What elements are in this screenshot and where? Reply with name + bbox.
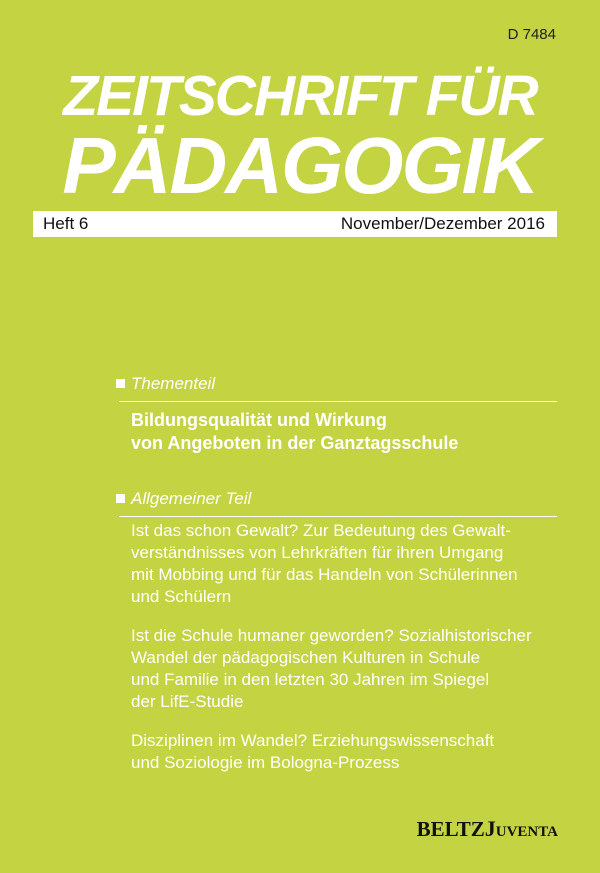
thementeil-title-line: von Angeboten in der Ganztagsschule xyxy=(131,433,459,453)
publisher-name-part1: BELTZ xyxy=(416,817,485,841)
divider xyxy=(119,516,557,517)
article-line: und Schülern xyxy=(131,587,232,606)
thementeil-title xyxy=(131,409,571,455)
article-line: der LifE-Studie xyxy=(131,692,244,711)
section-heading-allgemeiner-teil xyxy=(116,489,251,509)
issue-date: November/Dezember 2016 xyxy=(340,214,545,233)
article-2 xyxy=(131,625,571,713)
issue-number: Heft 6 xyxy=(43,214,89,233)
article-line: und Soziologie im Bologna-Prozess xyxy=(131,753,400,772)
article-3 xyxy=(131,730,571,774)
article-line: und Familie in den letzten 30 Jahren im Spiegel xyxy=(131,670,490,689)
section-heading-label: Allgemeiner Teil xyxy=(131,489,252,508)
article-line: Disziplinen im Wandel? Erziehungswissenschaft xyxy=(131,731,495,750)
issue-bar xyxy=(33,211,557,237)
article-line: mit Mobbing und für das Handeln von Schülerinnen xyxy=(131,565,518,584)
bullet-square-icon xyxy=(116,379,125,388)
title-line-2: PÄDAGOGIK xyxy=(62,121,538,210)
journal-code: D 7484 xyxy=(507,26,556,43)
article-line: Ist die Schule humaner geworden? Sozialhistorischer xyxy=(131,626,532,645)
article-line: Ist das schon Gewalt? Zur Bedeutung des Gewalt- xyxy=(131,521,511,540)
article-line: Wandel der pädagogischen Kulturen in Schule xyxy=(131,648,481,667)
publisher-logo xyxy=(417,816,558,842)
publisher-name-part2: Juventa xyxy=(484,816,558,841)
thementeil-title-line: Bildungsqualität und Wirkung xyxy=(131,410,387,430)
divider xyxy=(119,401,557,402)
article-line: verständnisses von Lehrkräften für ihren Umgang xyxy=(131,543,504,562)
bullet-square-icon xyxy=(116,494,125,503)
section-heading-label: Thementeil xyxy=(131,374,216,393)
article-1 xyxy=(131,520,571,608)
title-line-1: ZEITSCHRIFT FÜR xyxy=(63,64,537,128)
section-heading-thementeil xyxy=(116,374,215,394)
